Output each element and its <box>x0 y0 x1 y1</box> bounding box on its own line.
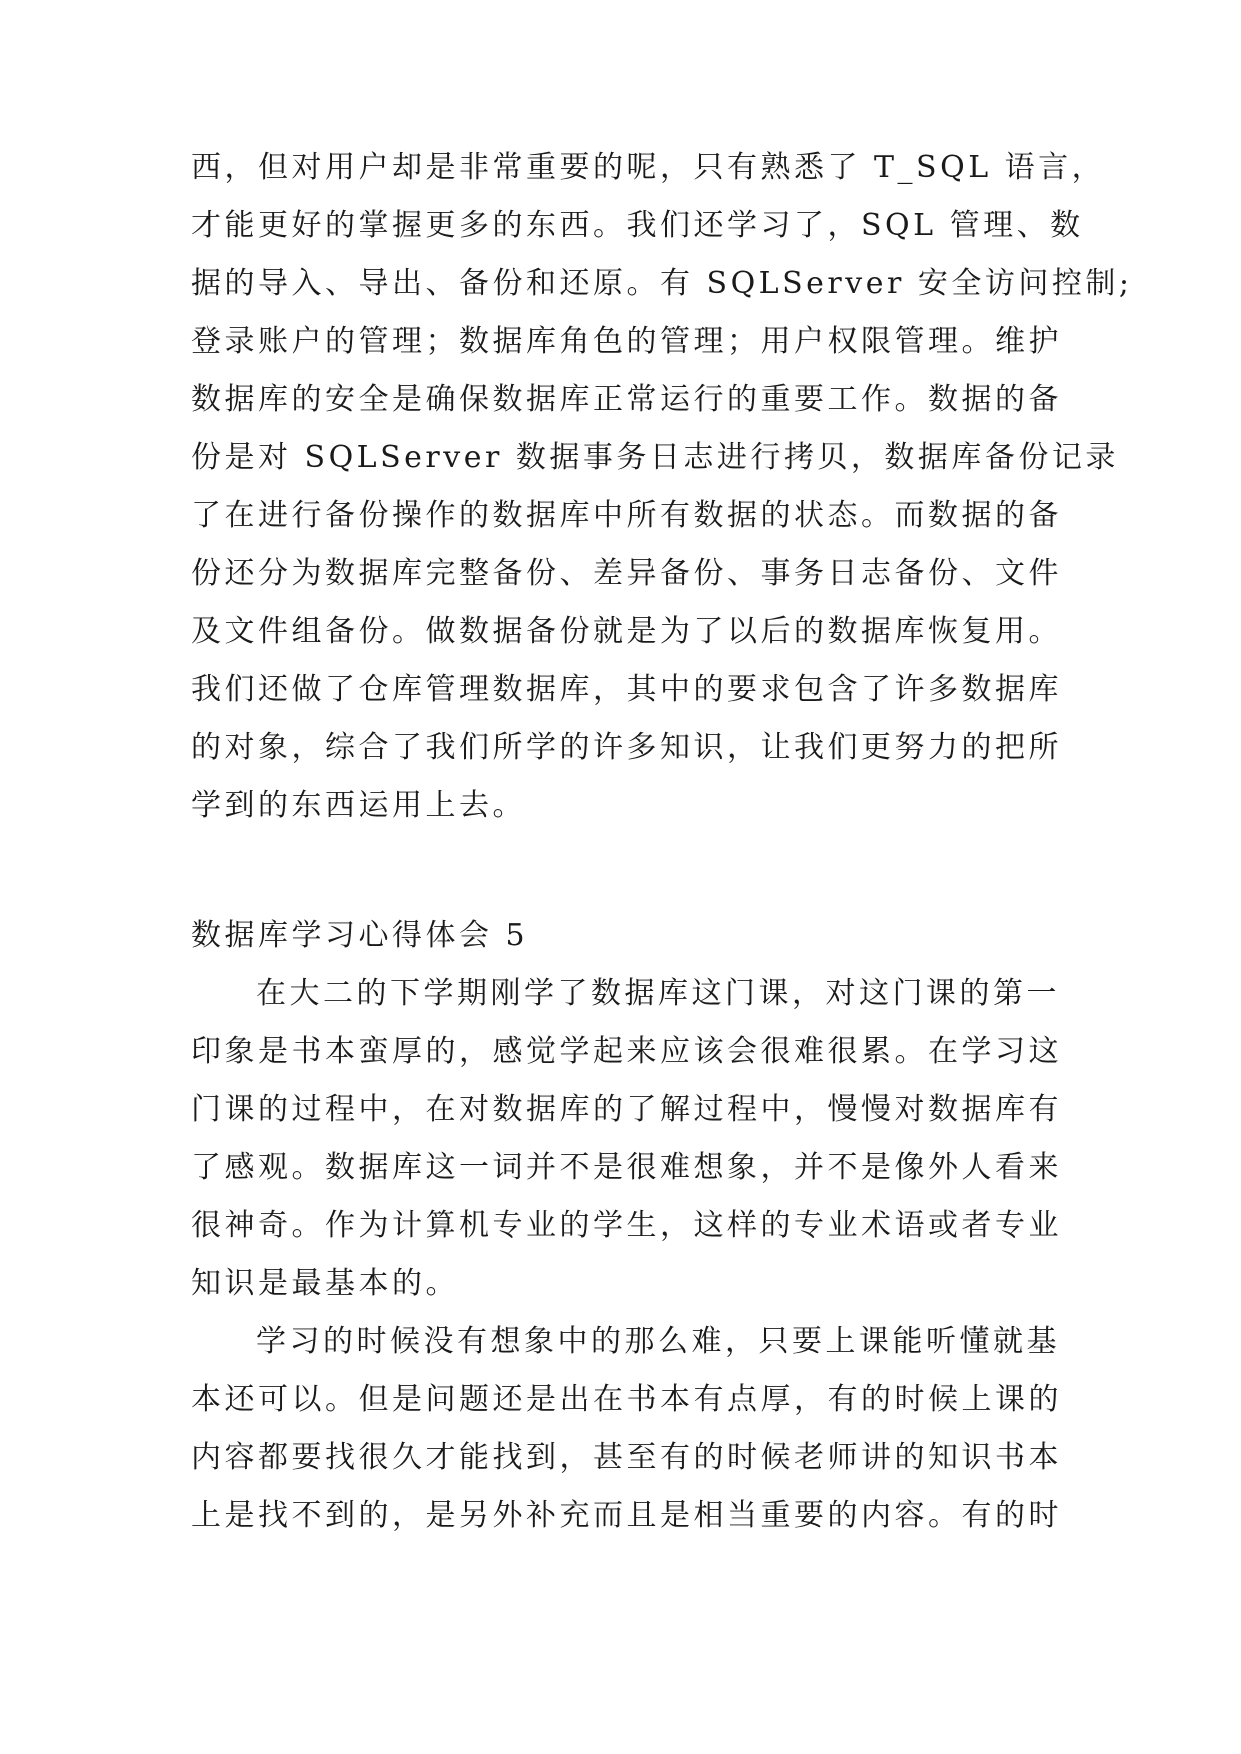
text-line: 很神奇。作为计算机专业的学生，这样的专业术语或者专业 <box>191 1208 1062 1243</box>
text-line: 的对象，综合了我们所学的许多知识，让我们更努力的把所 <box>191 730 1062 765</box>
text-line: 知识是最基本的。 <box>191 1266 459 1301</box>
text-line: 学到的东西运用上去。 <box>191 788 526 823</box>
text-line: 学习的时候没有想象中的那么难，只要上课能听懂就基 <box>256 1324 1060 1359</box>
text-line: 了感观。数据库这一词并不是很难想象，并不是像外人看来 <box>191 1150 1062 1185</box>
text-line: 份还分为数据库完整备份、差异备份、事务日志备份、文件 <box>191 556 1062 591</box>
text-line: 登录账户的管理；数据库角色的管理；用户权限管理。维护 <box>191 324 1062 359</box>
text-line: 据的导入、导出、备份和还原。有 SQLServer 安全访问控制; <box>191 266 1133 301</box>
text-line: 内容都要找很久才能找到，甚至有的时候老师讲的知识书本 <box>191 1440 1062 1475</box>
text-line: 本还可以。但是问题还是出在书本有点厚，有的时候上课的 <box>191 1382 1062 1417</box>
text-line: 才能更好的掌握更多的东西。我们还学习了，SQL 管理、数 <box>191 208 1084 243</box>
text-line: 门课的过程中，在对数据库的了解过程中，慢慢对数据库有 <box>191 1092 1062 1127</box>
section-heading: 数据库学习心得体会 5 <box>191 918 529 953</box>
text-line: 数据库的安全是确保数据库正常运行的重要工作。数据的备 <box>191 382 1062 417</box>
text-line: 上是找不到的，是另外补充而且是相当重要的内容。有的时 <box>191 1498 1062 1533</box>
text-line: 在大二的下学期刚学了数据库这门课，对这门课的第一 <box>256 976 1060 1011</box>
text-line: 印象是书本蛮厚的，感觉学起来应该会很难很累。在学习这 <box>191 1034 1062 1069</box>
text-line: 西，但对用户却是非常重要的呢，只有熟悉了 T_SQL 语言， <box>191 150 1106 185</box>
text-line: 份是对 SQLServer 数据事务日志进行拷贝，数据库备份记录 <box>191 440 1119 475</box>
text-line: 我们还做了仓库管理数据库，其中的要求包含了许多数据库 <box>191 672 1062 707</box>
text-line: 了在进行备份操作的数据库中所有数据的状态。而数据的备 <box>191 498 1062 533</box>
text-line: 及文件组备份。做数据备份就是为了以后的数据库恢复用。 <box>191 614 1062 649</box>
